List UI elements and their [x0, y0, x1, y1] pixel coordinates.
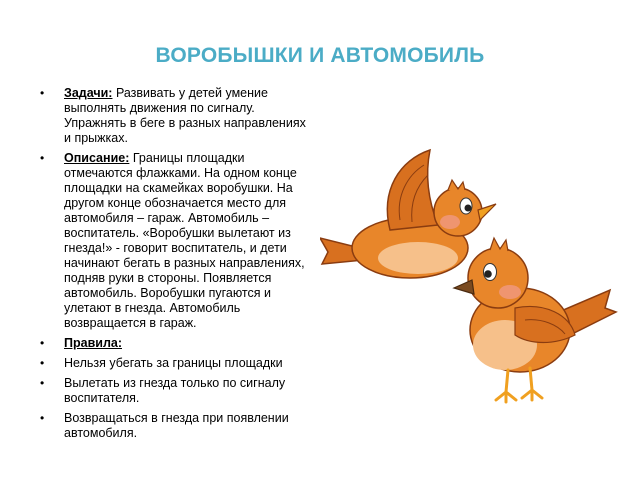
list-item-rules: [40, 336, 315, 351]
description-heading: Описание:: [64, 151, 130, 165]
description-text: Границы площадки отмечаются флажками. На одном конце площадки на скамейках воробушки. На другом конце обозначается место для автомобиля – гараж. Автомобиль – воспитатель. «Воробушки вылетают из гнезда!» - говорит воспитатель, и дети начинают бегать в разных направлениях, подняв руки в стороны. Появляется автомобиль. Воробушки пугаются и улетают в гнезда. Автомобиль возвращается в гараж.: [64, 151, 305, 330]
bullet-icon: •: [40, 86, 45, 100]
rule-2-text: Вылетать из гнезда только по сигналу воспитателя.: [64, 376, 286, 405]
list-item-tasks: [40, 86, 315, 146]
rules-heading: Правила:: [64, 336, 122, 350]
list-item-description: [40, 151, 315, 331]
task-description-list: [40, 86, 315, 446]
bullet-icon: •: [40, 151, 45, 165]
rule-1-text: Нельзя убегать за границы площадки: [64, 356, 283, 370]
list-item-rule-3: [40, 411, 315, 441]
standing-sparrow-image: [454, 238, 616, 402]
sparrows-illustration: [320, 130, 620, 420]
list-item-rule-1: [40, 356, 315, 371]
tasks-heading: Задачи:: [64, 86, 113, 100]
bullet-icon: •: [40, 376, 45, 390]
slide-title: ВОРОБЫШКИ И АВТОМОБИЛЬ: [155, 44, 485, 67]
flying-sparrow-image: [320, 150, 496, 278]
list-item-rule-2: [40, 376, 315, 406]
tasks-text: Развивать у детей умение выполнять движения по сигналу. Упражнять в беге в разных направлениях и прыжках.: [64, 86, 306, 145]
bullet-icon: •: [40, 411, 45, 425]
bullet-icon: •: [40, 356, 45, 370]
bullet-icon: •: [40, 336, 45, 350]
rule-3-text: Возвращаться в гнезда при появлении автомобиля.: [64, 411, 289, 440]
